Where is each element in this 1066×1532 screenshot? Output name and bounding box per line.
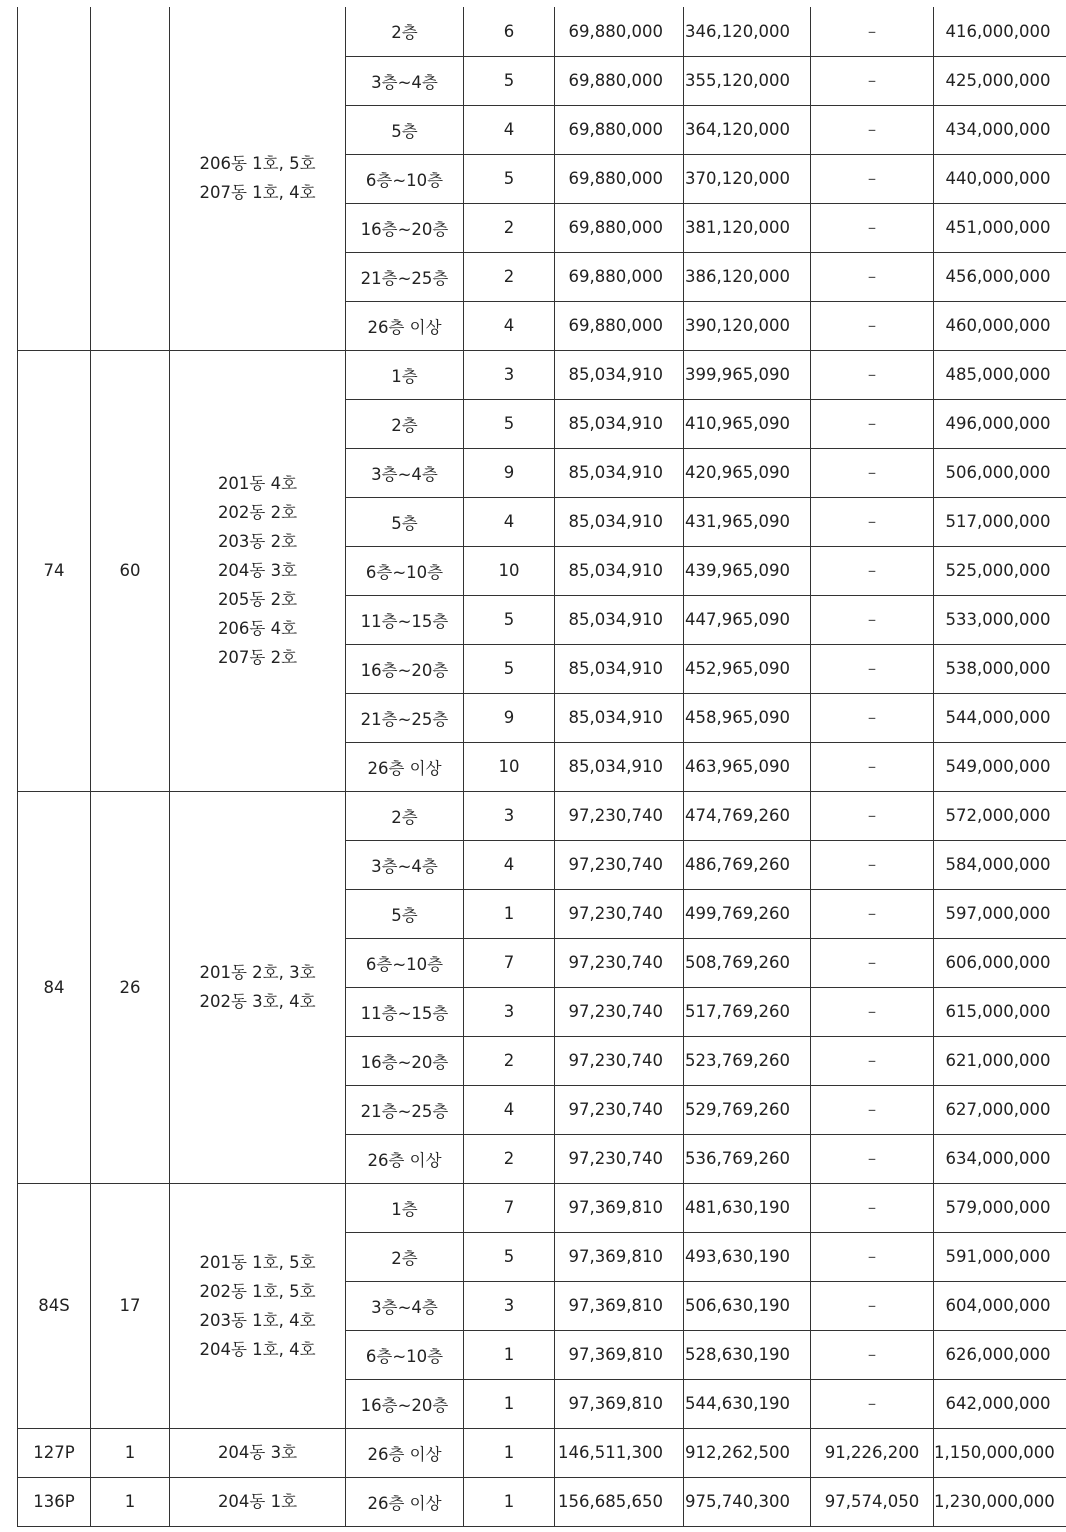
building-price-cell: 493,630,190 (684, 1232, 811, 1281)
floor-cell: 26층 이상 (346, 301, 464, 350)
land-price-cell: 97,230,740 (555, 791, 684, 840)
count-cell: 10 (464, 742, 555, 791)
vat-cell: – (811, 56, 934, 105)
floor-cell: 26층 이상 (346, 1477, 464, 1526)
vat-cell: – (811, 840, 934, 889)
total-price-cell: 485,000,000 (934, 350, 1066, 399)
building-price-cell: 370,120,000 (684, 154, 811, 203)
total-price-cell: 544,000,000 (934, 693, 1066, 742)
land-price-cell: 69,880,000 (555, 252, 684, 301)
land-price-cell: 85,034,910 (555, 644, 684, 693)
vat-cell: – (811, 987, 934, 1036)
floor-cell: 21층~25층 (346, 252, 464, 301)
land-price-cell: 85,034,910 (555, 448, 684, 497)
total-price-cell: 506,000,000 (934, 448, 1066, 497)
vat-cell: – (811, 105, 934, 154)
count-cell: 5 (464, 399, 555, 448)
vat-cell: – (811, 399, 934, 448)
building-price-cell: 386,120,000 (684, 252, 811, 301)
unit-type-cell: 127P (18, 1428, 91, 1477)
floor-cell: 21층~25층 (346, 693, 464, 742)
building-price-cell: 474,769,260 (684, 791, 811, 840)
building-price-cell: 523,769,260 (684, 1036, 811, 1085)
floor-cell: 1층 (346, 1183, 464, 1232)
land-price-cell: 69,880,000 (555, 7, 684, 56)
unit-type-cell (18, 7, 91, 350)
unit-count-cell: 1 (91, 1477, 170, 1526)
unit-type-cell: 84 (18, 791, 91, 1183)
floor-cell: 16층~20층 (346, 1379, 464, 1428)
building-price-cell: 544,630,190 (684, 1379, 811, 1428)
count-cell: 6 (464, 7, 555, 56)
total-price-cell: 416,000,000 (934, 7, 1066, 56)
building-price-cell: 508,769,260 (684, 938, 811, 987)
building-price-cell: 355,120,000 (684, 56, 811, 105)
land-price-cell: 97,230,740 (555, 938, 684, 987)
building-line: 206동 4호 (217, 619, 298, 638)
land-price-cell: 97,230,740 (555, 1036, 684, 1085)
floor-cell: 11층~15층 (346, 987, 464, 1036)
floor-cell: 26층 이상 (346, 1134, 464, 1183)
count-cell: 5 (464, 56, 555, 105)
vat-cell: – (811, 1330, 934, 1379)
building-price-cell: 528,630,190 (684, 1330, 811, 1379)
count-cell: 2 (464, 1036, 555, 1085)
table-row (18, 7, 1066, 56)
count-cell: 2 (464, 1134, 555, 1183)
land-price-cell: 85,034,910 (555, 350, 684, 399)
floor-cell: 2층 (346, 791, 464, 840)
unit-type-cell: 136P (18, 1477, 91, 1526)
count-cell: 4 (464, 105, 555, 154)
vat-cell: – (811, 1036, 934, 1085)
vat-cell: – (811, 7, 934, 56)
land-price-cell: 85,034,910 (555, 399, 684, 448)
vat-cell: – (811, 497, 934, 546)
floor-cell: 26층 이상 (346, 742, 464, 791)
vat-cell: – (811, 1134, 934, 1183)
vat-cell: – (811, 644, 934, 693)
land-price-cell: 146,511,300 (555, 1428, 684, 1477)
total-price-cell: 579,000,000 (934, 1183, 1066, 1232)
count-cell: 1 (464, 1379, 555, 1428)
total-price-cell: 538,000,000 (934, 644, 1066, 693)
building-list-cell (170, 350, 346, 791)
building-price-cell: 912,262,500 (684, 1428, 811, 1477)
floor-cell: 16층~20층 (346, 203, 464, 252)
building-line: 201동 1호, 5호 (199, 1252, 316, 1272)
land-price-cell: 69,880,000 (555, 56, 684, 105)
building-line: 202동 1호, 5호 (199, 1281, 316, 1301)
total-price-cell: 456,000,000 (934, 252, 1066, 301)
vat-cell: 91,226,200 (811, 1428, 934, 1477)
vat-cell: – (811, 595, 934, 644)
building-price-cell: 410,965,090 (684, 399, 811, 448)
vat-cell: – (811, 742, 934, 791)
unit-count-cell: 17 (91, 1183, 170, 1428)
count-cell: 4 (464, 840, 555, 889)
floor-cell: 3층~4층 (346, 840, 464, 889)
land-price-cell: 97,230,740 (555, 1134, 684, 1183)
building-line: 207동 2호 (217, 648, 298, 667)
count-cell: 9 (464, 693, 555, 742)
vat-cell: – (811, 1281, 934, 1330)
floor-cell: 3층~4층 (346, 1281, 464, 1330)
total-price-cell: 621,000,000 (934, 1036, 1066, 1085)
total-price-cell: 533,000,000 (934, 595, 1066, 644)
table-row (18, 1428, 1066, 1477)
floor-cell: 2층 (346, 1232, 464, 1281)
building-line: 204동 1호, 4호 (199, 1339, 316, 1359)
vat-cell: 97,574,050 (811, 1477, 934, 1526)
total-price-cell: 460,000,000 (934, 301, 1066, 350)
vat-cell: – (811, 350, 934, 399)
land-price-cell: 156,685,650 (555, 1477, 684, 1526)
total-price-cell: 549,000,000 (934, 742, 1066, 791)
building-line: 204동 1호 (217, 1492, 298, 1511)
count-cell: 5 (464, 154, 555, 203)
building-price-cell: 486,769,260 (684, 840, 811, 889)
vat-cell: – (811, 203, 934, 252)
floor-cell: 6층~10층 (346, 154, 464, 203)
count-cell: 10 (464, 546, 555, 595)
floor-cell: 6층~10층 (346, 546, 464, 595)
total-price-cell: 606,000,000 (934, 938, 1066, 987)
building-price-cell: 517,769,260 (684, 987, 811, 1036)
count-cell: 5 (464, 644, 555, 693)
floor-cell: 16층~20층 (346, 644, 464, 693)
vat-cell: – (811, 154, 934, 203)
building-line: 202동 2호 (217, 503, 298, 522)
table-row (18, 1477, 1066, 1526)
land-price-cell: 97,230,740 (555, 1085, 684, 1134)
land-price-cell: 97,369,810 (555, 1232, 684, 1281)
building-line: 201동 4호 (217, 474, 298, 493)
count-cell: 4 (464, 301, 555, 350)
total-price-cell: 440,000,000 (934, 154, 1066, 203)
total-price-cell: 591,000,000 (934, 1232, 1066, 1281)
floor-cell: 2층 (346, 399, 464, 448)
land-price-cell: 69,880,000 (555, 105, 684, 154)
count-cell: 1 (464, 1428, 555, 1477)
floor-cell: 16층~20층 (346, 1036, 464, 1085)
count-cell: 3 (464, 1281, 555, 1330)
total-price-cell: 434,000,000 (934, 105, 1066, 154)
unit-type-cell: 84S (18, 1183, 91, 1428)
vat-cell: – (811, 938, 934, 987)
total-price-cell: 525,000,000 (934, 546, 1066, 595)
building-price-cell: 447,965,090 (684, 595, 811, 644)
unit-count-cell (91, 7, 170, 350)
count-cell: 2 (464, 252, 555, 301)
floor-cell: 1층 (346, 350, 464, 399)
land-price-cell: 85,034,910 (555, 497, 684, 546)
building-list-cell (170, 1477, 346, 1526)
total-price-cell: 451,000,000 (934, 203, 1066, 252)
building-price-cell: 529,769,260 (684, 1085, 811, 1134)
building-list-cell (170, 1428, 346, 1477)
building-price-cell: 381,120,000 (684, 203, 811, 252)
total-price-cell: 496,000,000 (934, 399, 1066, 448)
land-price-cell: 69,880,000 (555, 154, 684, 203)
vat-cell: – (811, 693, 934, 742)
total-price-cell: 584,000,000 (934, 840, 1066, 889)
building-price-cell: 431,965,090 (684, 497, 811, 546)
floor-cell: 3층~4층 (346, 448, 464, 497)
building-line: 203동 1호, 4호 (199, 1310, 316, 1330)
building-price-cell: 364,120,000 (684, 105, 811, 154)
building-price-cell: 499,769,260 (684, 889, 811, 938)
total-price-cell: 642,000,000 (934, 1379, 1066, 1428)
vat-cell: – (811, 448, 934, 497)
count-cell: 1 (464, 889, 555, 938)
count-cell: 4 (464, 1085, 555, 1134)
land-price-cell: 85,034,910 (555, 742, 684, 791)
count-cell: 1 (464, 1330, 555, 1379)
total-price-cell: 1,150,000,000 (934, 1428, 1066, 1477)
building-line: 206동 1호, 5호 (199, 154, 316, 174)
total-price-cell: 517,000,000 (934, 497, 1066, 546)
building-price-cell: 399,965,090 (684, 350, 811, 399)
building-list-cell (170, 7, 346, 350)
building-line: 202동 3호, 4호 (199, 992, 316, 1011)
table-row (18, 1183, 1066, 1232)
total-price-cell: 597,000,000 (934, 889, 1066, 938)
land-price-cell: 85,034,910 (555, 546, 684, 595)
building-list-cell (170, 1183, 346, 1428)
vat-cell: – (811, 252, 934, 301)
floor-cell: 11층~15층 (346, 595, 464, 644)
vat-cell: – (811, 791, 934, 840)
land-price-cell: 97,369,810 (555, 1379, 684, 1428)
vat-cell: – (811, 1183, 934, 1232)
total-price-cell: 627,000,000 (934, 1085, 1066, 1134)
building-price-cell: 390,120,000 (684, 301, 811, 350)
floor-cell: 21층~25층 (346, 1085, 464, 1134)
count-cell: 3 (464, 350, 555, 399)
vat-cell: – (811, 301, 934, 350)
total-price-cell: 615,000,000 (934, 987, 1066, 1036)
land-price-cell: 97,369,810 (555, 1330, 684, 1379)
total-price-cell: 626,000,000 (934, 1330, 1066, 1379)
floor-cell: 2층 (346, 7, 464, 56)
unit-count-cell: 60 (91, 350, 170, 791)
building-line: 204동 3호 (217, 561, 298, 580)
land-price-cell: 69,880,000 (555, 203, 684, 252)
building-line: 205동 2호 (217, 590, 298, 609)
building-list-cell (170, 791, 346, 1183)
building-price-cell: 420,965,090 (684, 448, 811, 497)
building-price-cell: 452,965,090 (684, 644, 811, 693)
building-line: 207동 1호, 4호 (199, 183, 316, 203)
land-price-cell: 97,369,810 (555, 1281, 684, 1330)
total-price-cell: 425,000,000 (934, 56, 1066, 105)
floor-cell: 5층 (346, 105, 464, 154)
building-price-cell: 481,630,190 (684, 1183, 811, 1232)
count-cell: 2 (464, 203, 555, 252)
building-line: 204동 3호 (217, 1443, 298, 1462)
building-price-cell: 439,965,090 (684, 546, 811, 595)
total-price-cell: 572,000,000 (934, 791, 1066, 840)
floor-cell: 3층~4층 (346, 56, 464, 105)
count-cell: 1 (464, 1477, 555, 1526)
building-price-cell: 536,769,260 (684, 1134, 811, 1183)
count-cell: 5 (464, 595, 555, 644)
building-price-cell: 463,965,090 (684, 742, 811, 791)
count-cell: 3 (464, 987, 555, 1036)
unit-type-cell: 74 (18, 350, 91, 791)
land-price-cell: 97,230,740 (555, 840, 684, 889)
land-price-cell: 97,230,740 (555, 987, 684, 1036)
count-cell: 9 (464, 448, 555, 497)
land-price-cell: 85,034,910 (555, 595, 684, 644)
building-price-cell: 506,630,190 (684, 1281, 811, 1330)
floor-cell: 6층~10층 (346, 938, 464, 987)
building-line: 203동 2호 (217, 532, 298, 551)
total-price-cell: 1,230,000,000 (934, 1477, 1066, 1526)
table-row (18, 791, 1066, 840)
count-cell: 3 (464, 791, 555, 840)
land-price-cell: 97,369,810 (555, 1183, 684, 1232)
building-price-cell: 346,120,000 (684, 7, 811, 56)
count-cell: 4 (464, 497, 555, 546)
vat-cell: – (811, 1379, 934, 1428)
floor-cell: 5층 (346, 497, 464, 546)
total-price-cell: 604,000,000 (934, 1281, 1066, 1330)
count-cell: 7 (464, 938, 555, 987)
floor-cell: 26층 이상 (346, 1428, 464, 1477)
unit-count-cell: 26 (91, 791, 170, 1183)
price-table (17, 7, 1066, 1527)
floor-cell: 6층~10층 (346, 1330, 464, 1379)
unit-count-cell: 1 (91, 1428, 170, 1477)
count-cell: 5 (464, 1232, 555, 1281)
building-price-cell: 975,740,300 (684, 1477, 811, 1526)
land-price-cell: 85,034,910 (555, 693, 684, 742)
land-price-cell: 69,880,000 (555, 301, 684, 350)
table-row (18, 350, 1066, 399)
vat-cell: – (811, 889, 934, 938)
count-cell: 7 (464, 1183, 555, 1232)
vat-cell: – (811, 1085, 934, 1134)
building-price-cell: 458,965,090 (684, 693, 811, 742)
vat-cell: – (811, 1232, 934, 1281)
total-price-cell: 634,000,000 (934, 1134, 1066, 1183)
land-price-cell: 97,230,740 (555, 889, 684, 938)
building-line: 201동 2호, 3호 (199, 963, 316, 982)
floor-cell: 5층 (346, 889, 464, 938)
vat-cell: – (811, 546, 934, 595)
